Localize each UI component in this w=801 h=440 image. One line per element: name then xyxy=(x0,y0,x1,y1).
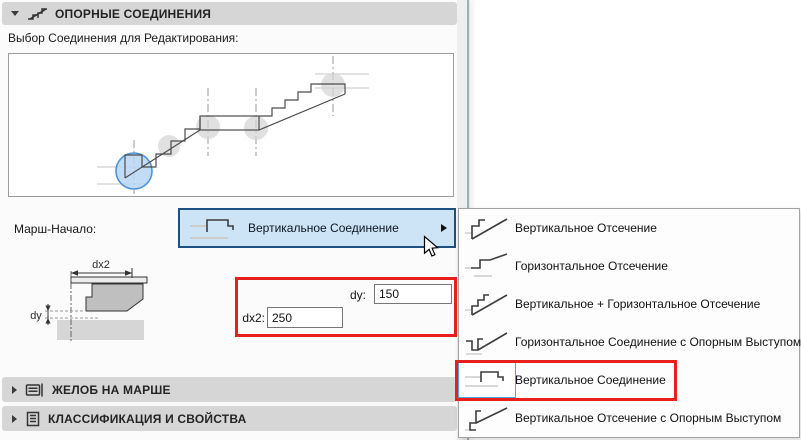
vertical-connection-icon xyxy=(459,365,515,395)
connection-type-dropdown[interactable] xyxy=(178,208,456,248)
flight-start-label: Марш-Начало: xyxy=(14,222,97,236)
menu-item-label: Вертикальное Отсечение xyxy=(515,221,657,235)
menu-item-label: Горизонтальное Отсечение xyxy=(515,259,668,273)
section-title: ЖЕЛОБ НА МАРШЕ xyxy=(52,382,171,397)
connection-type-menu xyxy=(458,208,800,438)
menu-item-label: Вертикальное + Горизонтальное Отсечение xyxy=(515,297,761,311)
expand-chevron-icon xyxy=(12,386,17,394)
expand-chevron-icon xyxy=(12,415,17,423)
dx2-input[interactable] xyxy=(267,307,343,328)
menu-item-label: Вертикальное Отсечение с Опорным Выступом xyxy=(515,411,782,425)
dy-input[interactable] xyxy=(374,284,452,304)
horizontal-cut-icon xyxy=(459,251,515,281)
classification-document-icon xyxy=(25,411,41,427)
gutter-icon xyxy=(25,382,45,398)
horizontal-connection-with-nosing-icon xyxy=(459,327,515,357)
section-title: КЛАССИФИКАЦИЯ И СВОЙСТВА xyxy=(48,411,247,426)
connection-preview[interactable] xyxy=(8,53,454,197)
submenu-arrow-icon xyxy=(441,224,447,232)
vertical-connection-icon xyxy=(188,213,238,243)
stair-preview-drawing xyxy=(9,54,453,196)
section-title: ОПОРНЫЕ СОЕДИНЕНИЯ xyxy=(55,6,212,21)
menu-item-horizontal-connection-with-nosing[interactable] xyxy=(459,323,799,361)
vertical-cut-with-nosing-icon xyxy=(459,403,515,433)
dy-dimension-label: dy xyxy=(30,310,42,322)
offset-dimension-diagram xyxy=(15,257,165,353)
menu-item-vertical-cut[interactable] xyxy=(459,209,799,247)
menu-item-label: Вертикальное Соединение xyxy=(515,373,666,387)
dropdown-value: Вертикальное Соединение xyxy=(248,221,399,235)
dx2-field-label: dx2: xyxy=(242,311,265,325)
menu-item-vertical-cut-with-nosing[interactable] xyxy=(459,399,799,437)
vertical-horizontal-cut-icon xyxy=(459,289,515,319)
menu-item-horizontal-cut[interactable] xyxy=(459,247,799,285)
dx2-dimension-label: dx2 xyxy=(92,259,110,271)
section-header-classification-properties[interactable] xyxy=(2,406,457,431)
menu-item-vertical-connection[interactable] xyxy=(459,361,799,399)
vertical-cut-icon xyxy=(459,213,515,243)
dy-field-label: dy: xyxy=(349,288,366,302)
menu-item-label: Горизонтальное Соединение с Опорным Выступом xyxy=(515,335,801,349)
connection-selector-label: Выбор Соединения для Редактирования: xyxy=(8,31,239,45)
support-connection-icon xyxy=(26,6,48,22)
section-header-gutter-on-flight[interactable] xyxy=(2,377,457,402)
collapse-chevron-icon xyxy=(11,11,19,16)
selected-connection-node xyxy=(116,153,152,189)
menu-item-vertical-horizontal-cut[interactable] xyxy=(459,285,799,323)
section-header-support-connections[interactable] xyxy=(2,2,457,25)
